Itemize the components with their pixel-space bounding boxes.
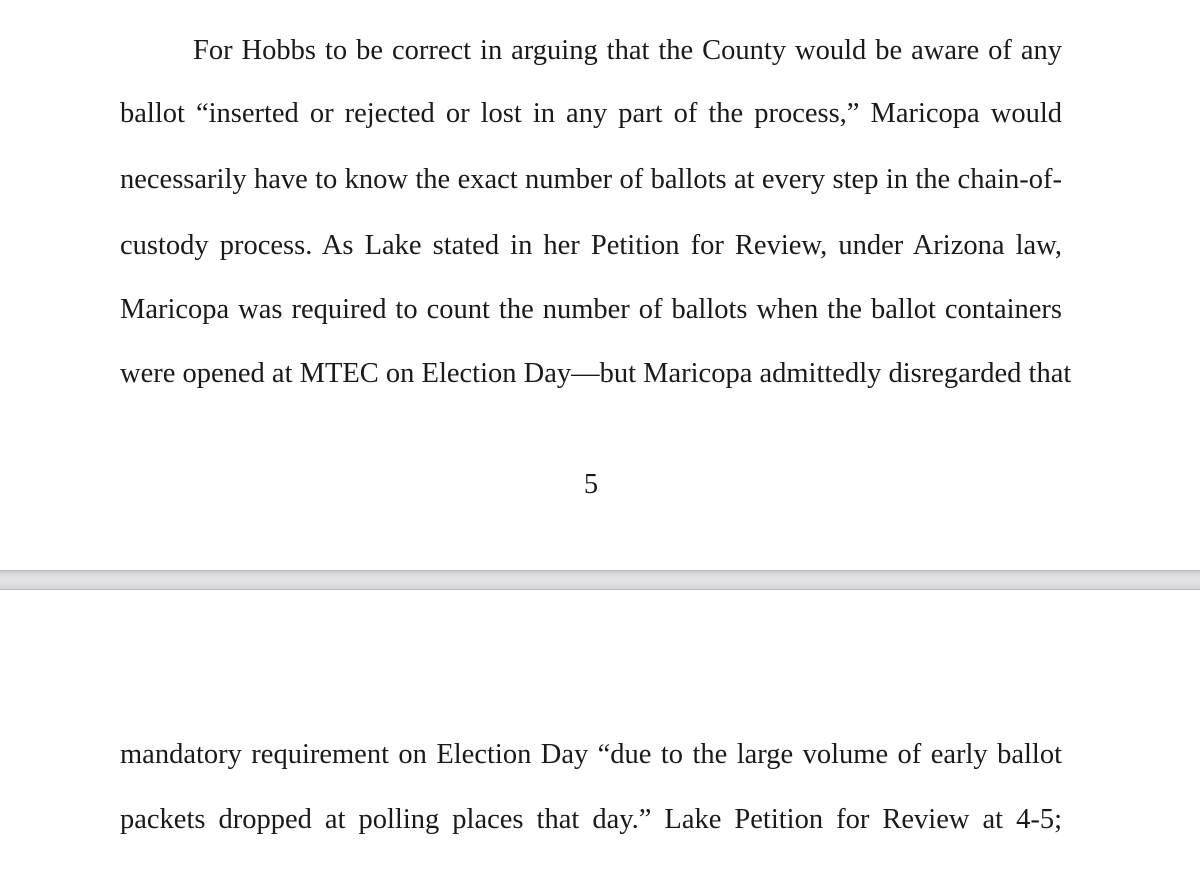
paragraph-line: For Hobbs to be correct in arguing that the County would be aware of any bbox=[193, 35, 1062, 66]
paragraph-line: were opened at MTEC on Election Day—but Maricopa admittedly disregarded that bbox=[120, 358, 1072, 389]
paragraph-line: mandatory requirement on Election Day “due to the large volume of early ballot bbox=[120, 739, 1062, 770]
paragraph-line: custody process. As Lake stated in her Petition for Review, under Arizona law, bbox=[120, 230, 1062, 261]
paragraph-line: Maricopa was required to count the number of ballots when the ballot containers bbox=[120, 294, 1062, 325]
paragraph-line: ballot “inserted or rejected or lost in any part of the process,” Maricopa would bbox=[120, 98, 1062, 129]
page-separator bbox=[0, 570, 1200, 590]
paragraph-line: packets dropped at polling places that day.” Lake Petition for Review at 4-5; bbox=[120, 804, 1062, 835]
paragraph-line: necessarily have to know the exact number of ballots at every step in the chain-of- bbox=[120, 164, 1062, 195]
page-number: 5 bbox=[583, 469, 599, 500]
document-page bbox=[0, 590, 1200, 873]
